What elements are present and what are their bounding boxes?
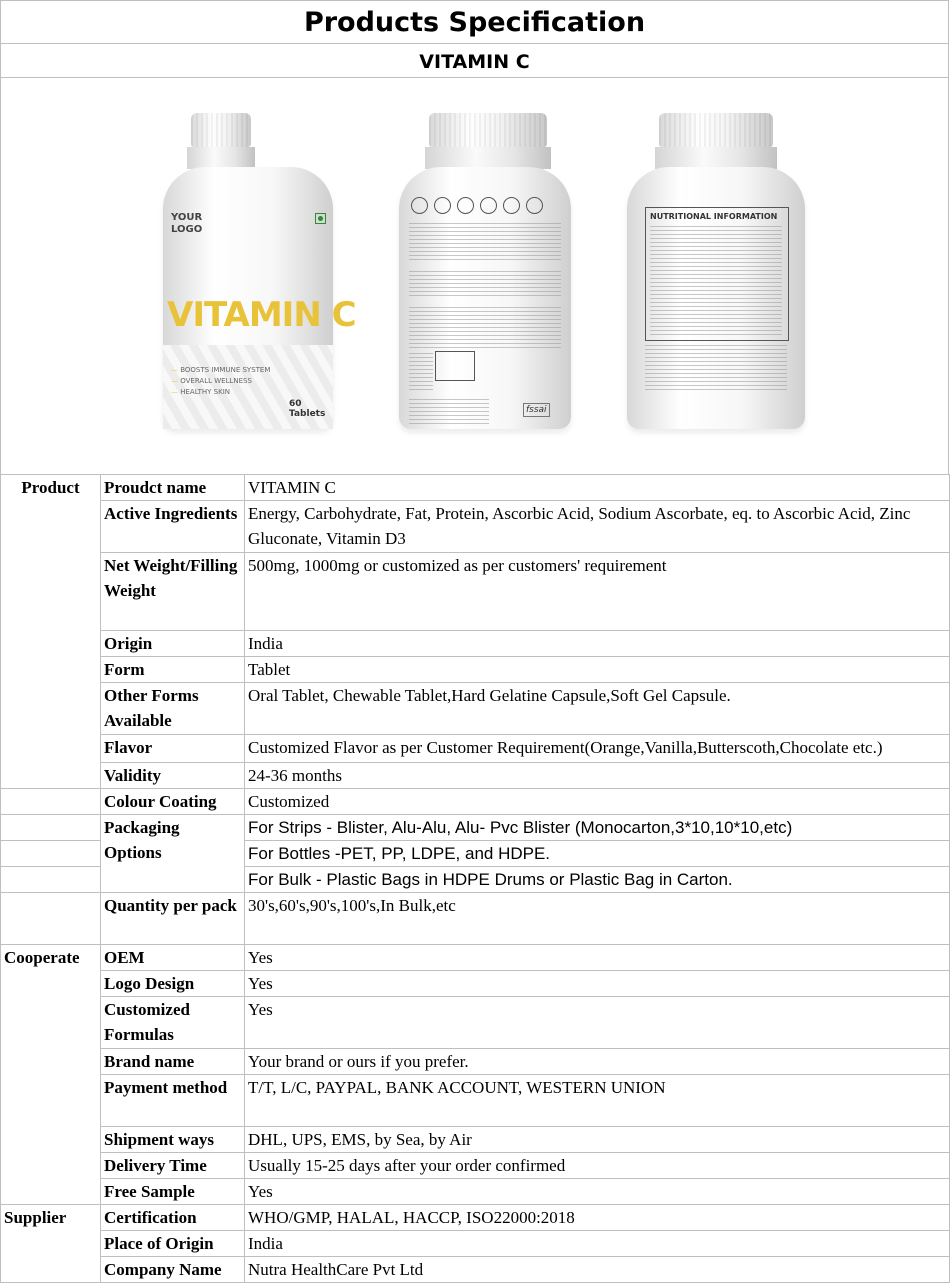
spec-value: Yes: [245, 971, 950, 997]
spec-key: Place of Origin: [101, 1231, 245, 1257]
spec-value: India: [245, 631, 950, 657]
table-row: [1, 1257, 950, 1283]
spec-value: 30's,60's,90's,100's,In Bulk,etc: [245, 893, 950, 945]
spec-key: Company Name: [101, 1257, 245, 1283]
spec-key: Customized Formulas: [101, 997, 245, 1049]
table-row: [1, 1049, 950, 1075]
spec-key: Quantity per pack: [101, 893, 245, 945]
fssai-logo: fssai: [523, 403, 550, 417]
product-subtitle: VITAMIN C: [0, 43, 949, 78]
bottle-front-image: YOUR LOGO VITAMIN C — BOOSTS IMMUNE SYSTEM — OVERALL WELLNESS — HEALTHY SKIN 60 Tablets: [107, 113, 347, 433]
spec-value: Your brand or ours if you prefer.: [245, 1049, 950, 1075]
spec-key: Validity: [101, 763, 245, 789]
table-row: [1, 1231, 950, 1257]
table-row: [1, 1127, 950, 1153]
spec-value: Usually 15-25 days after your order confirmed: [245, 1153, 950, 1179]
spec-value: WHO/GMP, HALAL, HACCP, ISO22000:2018: [245, 1205, 950, 1231]
spec-key: Certification: [101, 1205, 245, 1231]
table-row: [1, 893, 950, 945]
tablet-count: 60 Tablets: [289, 399, 326, 419]
spec-value: Nutra HealthCare Pvt Ltd: [245, 1257, 950, 1283]
table-row: [1, 553, 950, 631]
page-title: Products Specification: [0, 0, 949, 43]
spec-key: Packaging Options: [101, 815, 245, 893]
bottle-product-name: VITAMIN C: [167, 295, 356, 335]
spec-value: For Bulk - Plastic Bags in HDPE Drums or Plastic Bag in Carton.: [245, 867, 950, 893]
table-row: [1, 763, 950, 789]
table-row: [1, 1205, 950, 1231]
spec-key: Colour Coating: [101, 789, 245, 815]
spec-value: T/T, L/C, PAYPAL, BANK ACCOUNT, WESTERN UNION: [245, 1075, 950, 1127]
table-row: [1, 789, 950, 815]
spec-key: Brand name: [101, 1049, 245, 1075]
spec-value: Yes: [245, 997, 950, 1049]
spec-value: Energy, Carbohydrate, Fat, Protein, Ascorbic Acid, Sodium Ascorbate, eq. to Ascorbic Acid, Zinc Gluconate, Vitamin D3: [245, 501, 950, 553]
category-supplier: Supplier: [1, 1205, 101, 1283]
spec-key: Flavor: [101, 735, 245, 763]
spec-key: Delivery Time: [101, 1153, 245, 1179]
spec-key: Net Weight/Filling Weight: [101, 553, 245, 631]
bottle-side-image: [607, 113, 807, 433]
table-row: [1, 815, 950, 841]
product-images: [0, 77, 949, 474]
table-row: [1, 1153, 950, 1179]
category-blank: [1, 867, 101, 893]
table-row: [1, 475, 950, 501]
table-row: [1, 1179, 950, 1205]
category-product: Product: [1, 475, 101, 789]
spec-key: Origin: [101, 631, 245, 657]
spec-key: Form: [101, 657, 245, 683]
spec-value: Yes: [245, 945, 950, 971]
spec-value: Tablet: [245, 657, 950, 683]
spec-value: VITAMIN C: [245, 475, 950, 501]
spec-value: For Strips - Blister, Alu-Alu, Alu- Pvc Blister (Monocarton,3*10,10*10,etc): [245, 815, 950, 841]
spec-value: Customized: [245, 789, 950, 815]
category-cooperate: Cooperate: [1, 945, 101, 1205]
spec-key: Free Sample: [101, 1179, 245, 1205]
benefit-1: BOOSTS IMMUNE SYSTEM: [180, 366, 271, 374]
spec-value: Customized Flavor as per Customer Requirement(Orange,Vanilla,Butterscoth,Chocolate etc.): [245, 735, 950, 763]
table-row: [1, 631, 950, 657]
spec-key: Active Ingredients: [101, 501, 245, 553]
spec-key: OEM: [101, 945, 245, 971]
table-row: [1, 997, 950, 1049]
table-row: [1, 657, 950, 683]
specification-table: [0, 474, 950, 1283]
category-blank: [1, 841, 101, 867]
table-row: [1, 1075, 950, 1127]
spec-value: Oral Tablet, Chewable Tablet,Hard Gelatine Capsule,Soft Gel Capsule.: [245, 683, 950, 735]
benefit-3: HEALTHY SKIN: [180, 388, 231, 396]
spec-value: 24-36 months: [245, 763, 950, 789]
category-blank: [1, 893, 101, 945]
category-blank: [1, 815, 101, 841]
table-row: [1, 735, 950, 763]
table-row: [1, 945, 950, 971]
spec-key: Logo Design: [101, 971, 245, 997]
veg-symbol-icon: [315, 213, 326, 224]
spec-value: 500mg, 1000mg or customized as per customers' requirement: [245, 553, 950, 631]
spec-value: DHL, UPS, EMS, by Sea, by Air: [245, 1127, 950, 1153]
logo-text-line2: LOGO: [171, 224, 203, 235]
table-row: [1, 971, 950, 997]
spec-value: India: [245, 1231, 950, 1257]
category-blank: [1, 789, 101, 815]
benefit-2: OVERALL WELLNESS: [180, 377, 252, 385]
bottle-back-image: [385, 113, 575, 433]
nutrition-panel-title: NUTRITIONAL INFORMATION: [650, 212, 778, 221]
spec-value: Yes: [245, 1179, 950, 1205]
spec-key: Proudct name: [101, 475, 245, 501]
spec-key: Payment method: [101, 1075, 245, 1127]
table-row: [1, 683, 950, 735]
table-row: [1, 501, 950, 553]
spec-key: Other Forms Available: [101, 683, 245, 735]
logo-text-line1: YOUR: [171, 212, 203, 223]
spec-key: Shipment ways: [101, 1127, 245, 1153]
spec-value: For Bottles -PET, PP, LDPE, and HDPE.: [245, 841, 950, 867]
